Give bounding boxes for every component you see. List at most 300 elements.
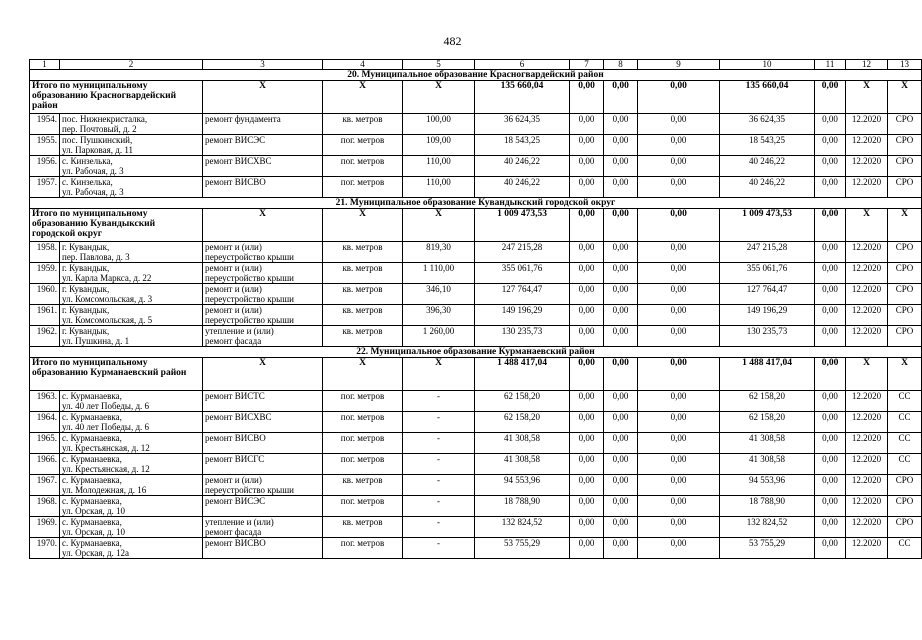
- row-unit: кв. метров: [323, 284, 403, 305]
- row-cell-c9: 0,00: [638, 433, 720, 454]
- row-funding-method: СС: [888, 412, 922, 433]
- row-cell-c7: 0,00: [570, 391, 604, 412]
- row-unit: пог. метров: [323, 496, 403, 517]
- row-cell-c7: 0,00: [570, 412, 604, 433]
- total-cell-c3: Х: [203, 358, 323, 391]
- total-cell-c7: 0,00: [570, 81, 604, 114]
- row-number: 1963.: [30, 391, 60, 412]
- total-cell-c10: 1 488 417,04: [720, 358, 815, 391]
- column-number: 7: [570, 60, 604, 70]
- row-cost-fund: 132 824,52: [720, 517, 815, 538]
- row-cell-c9: 0,00: [638, 242, 720, 263]
- table-row: [30, 135, 922, 156]
- row-funding-method: СРО: [888, 305, 922, 326]
- row-cell-c11: 0,00: [815, 284, 846, 305]
- row-cell-c7: 0,00: [570, 284, 604, 305]
- row-unit: пог. метров: [323, 433, 403, 454]
- table-row: [30, 326, 922, 347]
- row-cell-c8: 0,00: [604, 538, 638, 559]
- row-completion-date: 12.2020: [846, 114, 888, 135]
- total-cell-c12: Х: [846, 209, 888, 242]
- row-quantity: -: [403, 475, 475, 496]
- row-cost-total: 18 788,90: [475, 496, 570, 517]
- row-unit: пог. метров: [323, 156, 403, 177]
- column-number: 12: [846, 60, 888, 70]
- row-unit: кв. метров: [323, 114, 403, 135]
- row-cell-c11: 0,00: [815, 433, 846, 454]
- row-number: 1964.: [30, 412, 60, 433]
- row-funding-method: СС: [888, 433, 922, 454]
- row-address: с. Курманаевка, ул. 40 лет Победы, д. 6: [60, 412, 203, 433]
- row-cell-c11: 0,00: [815, 454, 846, 475]
- table-row: [30, 305, 922, 326]
- row-number: 1959.: [30, 263, 60, 284]
- row-cell-c7: 0,00: [570, 496, 604, 517]
- section-heading-row: [30, 198, 922, 209]
- row-address: г. Кувандык, ул. Карла Маркса, д. 22: [60, 263, 203, 284]
- row-cell-c11: 0,00: [815, 412, 846, 433]
- row-cell-c8: 0,00: [604, 177, 638, 198]
- row-cell-c8: 0,00: [604, 412, 638, 433]
- row-unit: пог. метров: [323, 538, 403, 559]
- row-number: 1962.: [30, 326, 60, 347]
- table-row: [30, 454, 922, 475]
- row-work-type: ремонт ВИСТС: [203, 391, 323, 412]
- row-cell-c11: 0,00: [815, 496, 846, 517]
- column-number: 10: [720, 60, 815, 70]
- row-cell-c11: 0,00: [815, 135, 846, 156]
- row-cell-c9: 0,00: [638, 284, 720, 305]
- total-cell-c6: 135 660,04: [475, 81, 570, 114]
- row-cell-c9: 0,00: [638, 135, 720, 156]
- row-completion-date: 12.2020: [846, 284, 888, 305]
- row-quantity: 396,30: [403, 305, 475, 326]
- row-work-type: ремонт ВИСХВС: [203, 412, 323, 433]
- row-cost-total: 127 764,47: [475, 284, 570, 305]
- row-cell-c7: 0,00: [570, 433, 604, 454]
- row-cost-total: 62 158,20: [475, 412, 570, 433]
- row-completion-date: 12.2020: [846, 517, 888, 538]
- row-quantity: 1 110,00: [403, 263, 475, 284]
- row-funding-method: СРО: [888, 114, 922, 135]
- total-cell-c13: Х: [888, 209, 922, 242]
- row-cell-c8: 0,00: [604, 433, 638, 454]
- row-cell-c11: 0,00: [815, 263, 846, 284]
- row-number: 1967.: [30, 475, 60, 496]
- row-cell-c7: 0,00: [570, 263, 604, 284]
- section-heading: 20. Муниципальное образование Красногвардейский район: [30, 70, 922, 81]
- row-cell-c8: 0,00: [604, 156, 638, 177]
- column-number: 1: [30, 60, 60, 70]
- row-completion-date: 12.2020: [846, 242, 888, 263]
- total-cell-c6: 1 009 473,53: [475, 209, 570, 242]
- total-cell-c4: Х: [323, 81, 403, 114]
- row-funding-method: СРО: [888, 284, 922, 305]
- column-number: 2: [60, 60, 203, 70]
- row-funding-method: СРО: [888, 475, 922, 496]
- row-cell-c7: 0,00: [570, 475, 604, 496]
- total-cell-c4: Х: [323, 209, 403, 242]
- row-number: 1957.: [30, 177, 60, 198]
- table-row: [30, 517, 922, 538]
- total-cell-c9: 0,00: [638, 81, 720, 114]
- row-number: 1961.: [30, 305, 60, 326]
- table-row: [30, 263, 922, 284]
- row-work-type: ремонт ВИСЭС: [203, 135, 323, 156]
- row-funding-method: СРО: [888, 156, 922, 177]
- row-cell-c11: 0,00: [815, 538, 846, 559]
- row-funding-method: СРО: [888, 135, 922, 156]
- table-row: [30, 433, 922, 454]
- column-number: 4: [323, 60, 403, 70]
- row-funding-method: СС: [888, 391, 922, 412]
- row-quantity: -: [403, 517, 475, 538]
- row-cost-total: 149 196,29: [475, 305, 570, 326]
- row-address: г. Кувандык, пер. Павлова, д. 3: [60, 242, 203, 263]
- column-number: 9: [638, 60, 720, 70]
- row-cost-fund: 41 308,58: [720, 454, 815, 475]
- column-number: 5: [403, 60, 475, 70]
- row-cost-fund: 247 215,28: [720, 242, 815, 263]
- row-cell-c8: 0,00: [604, 391, 638, 412]
- row-cost-fund: 18 788,90: [720, 496, 815, 517]
- section-total-row: [30, 358, 922, 391]
- row-cell-c11: 0,00: [815, 114, 846, 135]
- row-cell-c8: 0,00: [604, 284, 638, 305]
- row-unit: пог. метров: [323, 412, 403, 433]
- row-work-type: ремонт и (или) переустройство крыши: [203, 475, 323, 496]
- row-cost-total: 94 553,96: [475, 475, 570, 496]
- row-cell-c11: 0,00: [815, 156, 846, 177]
- row-work-type: ремонт ВИСГС: [203, 454, 323, 475]
- total-cell-c3: Х: [203, 81, 323, 114]
- row-cost-fund: 40 246,22: [720, 156, 815, 177]
- total-label: Итого по муниципальному образованию Курманаевский район: [30, 358, 203, 391]
- row-cell-c9: 0,00: [638, 305, 720, 326]
- row-completion-date: 12.2020: [846, 454, 888, 475]
- row-quantity: -: [403, 412, 475, 433]
- row-address: г. Кувандык, ул. Пушкина, д. 1: [60, 326, 203, 347]
- row-cost-fund: 36 624,35: [720, 114, 815, 135]
- row-unit: кв. метров: [323, 263, 403, 284]
- row-cell-c7: 0,00: [570, 177, 604, 198]
- row-cell-c8: 0,00: [604, 305, 638, 326]
- row-cost-total: 18 543,25: [475, 135, 570, 156]
- row-cost-fund: 149 196,29: [720, 305, 815, 326]
- row-quantity: -: [403, 391, 475, 412]
- total-label: Итого по муниципальному образованию Кувандыкский городской округ: [30, 209, 203, 242]
- row-work-type: утепление и (или) ремонт фасада: [203, 517, 323, 538]
- row-cost-fund: 62 158,20: [720, 412, 815, 433]
- total-cell-c11: 0,00: [815, 81, 846, 114]
- row-address: с. Курманаевка, ул. Крестьянская, д. 12: [60, 433, 203, 454]
- total-cell-c10: 1 009 473,53: [720, 209, 815, 242]
- row-cost-total: 62 158,20: [475, 391, 570, 412]
- column-number-row: [30, 60, 922, 70]
- row-cost-total: 36 624,35: [475, 114, 570, 135]
- total-cell-c9: 0,00: [638, 358, 720, 391]
- row-number: 1966.: [30, 454, 60, 475]
- row-cell-c7: 0,00: [570, 326, 604, 347]
- row-number: 1958.: [30, 242, 60, 263]
- table-row: [30, 496, 922, 517]
- row-cost-fund: 41 308,58: [720, 433, 815, 454]
- table-row: [30, 114, 922, 135]
- row-cell-c8: 0,00: [604, 263, 638, 284]
- row-address: с. Курманаевка, ул. Крестьянская, д. 12: [60, 454, 203, 475]
- section-heading-row: [30, 347, 922, 358]
- column-number: 11: [815, 60, 846, 70]
- row-address: пос. Пушкинский, ул. Парковая, д. 11: [60, 135, 203, 156]
- row-cell-c9: 0,00: [638, 114, 720, 135]
- row-quantity: -: [403, 454, 475, 475]
- total-cell-c5: Х: [403, 358, 475, 391]
- row-cell-c7: 0,00: [570, 156, 604, 177]
- row-cell-c8: 0,00: [604, 114, 638, 135]
- row-cell-c8: 0,00: [604, 326, 638, 347]
- row-cost-fund: 40 246,22: [720, 177, 815, 198]
- total-cell-c4: Х: [323, 358, 403, 391]
- row-quantity: 346,10: [403, 284, 475, 305]
- row-address: г. Кувандык, ул. Комсомольская, д. 5: [60, 305, 203, 326]
- row-cell-c8: 0,00: [604, 475, 638, 496]
- row-completion-date: 12.2020: [846, 433, 888, 454]
- row-unit: пог. метров: [323, 177, 403, 198]
- row-funding-method: СРО: [888, 326, 922, 347]
- row-completion-date: 12.2020: [846, 177, 888, 198]
- page-number: 482: [443, 34, 462, 48]
- row-work-type: ремонт ВИСВО: [203, 433, 323, 454]
- row-cell-c7: 0,00: [570, 305, 604, 326]
- row-address: пос. Нижнекристалка, пер. Почтовый, д. 2: [60, 114, 203, 135]
- row-number: 1954.: [30, 114, 60, 135]
- row-cell-c7: 0,00: [570, 538, 604, 559]
- row-cost-total: 53 755,29: [475, 538, 570, 559]
- row-cost-fund: 94 553,96: [720, 475, 815, 496]
- row-quantity: 109,00: [403, 135, 475, 156]
- row-unit: кв. метров: [323, 517, 403, 538]
- row-cell-c11: 0,00: [815, 177, 846, 198]
- row-cell-c7: 0,00: [570, 242, 604, 263]
- row-number: 1956.: [30, 156, 60, 177]
- row-cell-c9: 0,00: [638, 391, 720, 412]
- row-unit: пог. метров: [323, 135, 403, 156]
- row-cell-c9: 0,00: [638, 263, 720, 284]
- table-row: [30, 177, 922, 198]
- row-work-type: ремонт и (или) переустройство крыши: [203, 263, 323, 284]
- row-unit: кв. метров: [323, 326, 403, 347]
- row-cell-c11: 0,00: [815, 305, 846, 326]
- row-cell-c11: 0,00: [815, 326, 846, 347]
- total-cell-c5: Х: [403, 81, 475, 114]
- row-cell-c7: 0,00: [570, 135, 604, 156]
- row-number: 1955.: [30, 135, 60, 156]
- column-number: 8: [604, 60, 638, 70]
- table-row: [30, 391, 922, 412]
- row-cell-c9: 0,00: [638, 475, 720, 496]
- row-cell-c8: 0,00: [604, 517, 638, 538]
- row-completion-date: 12.2020: [846, 156, 888, 177]
- row-cost-total: 40 246,22: [475, 177, 570, 198]
- repair-schedule-table: [29, 59, 922, 559]
- row-cost-fund: 53 755,29: [720, 538, 815, 559]
- table-body: [30, 60, 922, 559]
- row-cell-c11: 0,00: [815, 475, 846, 496]
- row-work-type: ремонт ВИСЭС: [203, 496, 323, 517]
- row-cell-c9: 0,00: [638, 177, 720, 198]
- row-quantity: 819,30: [403, 242, 475, 263]
- column-number: 6: [475, 60, 570, 70]
- total-cell-c13: Х: [888, 81, 922, 114]
- row-completion-date: 12.2020: [846, 305, 888, 326]
- row-quantity: 110,00: [403, 177, 475, 198]
- section-heading-row: [30, 70, 922, 81]
- row-unit: пог. метров: [323, 454, 403, 475]
- total-cell-c9: 0,00: [638, 209, 720, 242]
- row-completion-date: 12.2020: [846, 412, 888, 433]
- row-cell-c9: 0,00: [638, 496, 720, 517]
- section-total-row: [30, 209, 922, 242]
- row-work-type: ремонт ВИСВО: [203, 177, 323, 198]
- row-unit: пог. метров: [323, 391, 403, 412]
- row-address: с. Курманаевка, ул. 40 лет Победы, д. 6: [60, 391, 203, 412]
- row-funding-method: СРО: [888, 177, 922, 198]
- row-work-type: ремонт фундамента: [203, 114, 323, 135]
- row-quantity: -: [403, 496, 475, 517]
- row-unit: кв. метров: [323, 305, 403, 326]
- row-completion-date: 12.2020: [846, 135, 888, 156]
- row-cost-fund: 130 235,73: [720, 326, 815, 347]
- total-cell-c8: 0,00: [604, 81, 638, 114]
- row-cell-c8: 0,00: [604, 496, 638, 517]
- row-cost-fund: 62 158,20: [720, 391, 815, 412]
- row-unit: кв. метров: [323, 242, 403, 263]
- row-cost-total: 41 308,58: [475, 454, 570, 475]
- row-funding-method: СС: [888, 538, 922, 559]
- row-cost-total: 41 308,58: [475, 433, 570, 454]
- row-address: с. Кинзелька, ул. Рабочая, д. 3: [60, 177, 203, 198]
- row-address: с. Курманаевка, ул. Орская, д. 12а: [60, 538, 203, 559]
- table-row: [30, 284, 922, 305]
- row-completion-date: 12.2020: [846, 263, 888, 284]
- row-cell-c7: 0,00: [570, 454, 604, 475]
- row-cell-c8: 0,00: [604, 454, 638, 475]
- row-cost-total: 40 246,22: [475, 156, 570, 177]
- section-heading: 22. Муниципальное образование Курманаевский район: [30, 347, 922, 358]
- row-cell-c9: 0,00: [638, 156, 720, 177]
- section-total-row: [30, 81, 922, 114]
- row-cell-c9: 0,00: [638, 454, 720, 475]
- row-funding-method: СРО: [888, 242, 922, 263]
- row-cell-c9: 0,00: [638, 326, 720, 347]
- total-cell-c11: 0,00: [815, 209, 846, 242]
- row-work-type: ремонт и (или) переустройство крыши: [203, 305, 323, 326]
- total-cell-c7: 0,00: [570, 358, 604, 391]
- total-cell-c8: 0,00: [604, 209, 638, 242]
- row-completion-date: 12.2020: [846, 326, 888, 347]
- table-row: [30, 242, 922, 263]
- row-cell-c8: 0,00: [604, 135, 638, 156]
- total-cell-c6: 1 488 417,04: [475, 358, 570, 391]
- row-cell-c9: 0,00: [638, 538, 720, 559]
- total-cell-c3: Х: [203, 209, 323, 242]
- row-cell-c9: 0,00: [638, 412, 720, 433]
- row-work-type: ремонт и (или) переустройство крыши: [203, 242, 323, 263]
- row-cell-c11: 0,00: [815, 391, 846, 412]
- total-label: Итого по муниципальному образованию Красногвардейский район: [30, 81, 203, 114]
- row-number: 1968.: [30, 496, 60, 517]
- row-funding-method: СС: [888, 454, 922, 475]
- column-number: 13: [888, 60, 922, 70]
- section-heading: 21. Муниципальное образование Кувандыкский городской округ: [30, 198, 922, 209]
- table-row: [30, 156, 922, 177]
- row-completion-date: 12.2020: [846, 496, 888, 517]
- row-cost-fund: 355 061,76: [720, 263, 815, 284]
- row-address: с. Кинзелька, ул. Рабочая, д. 3: [60, 156, 203, 177]
- row-quantity: 1 260,00: [403, 326, 475, 347]
- row-cost-fund: 127 764,47: [720, 284, 815, 305]
- row-cell-c9: 0,00: [638, 517, 720, 538]
- row-quantity: 110,00: [403, 156, 475, 177]
- row-cost-total: 355 061,76: [475, 263, 570, 284]
- row-quantity: -: [403, 433, 475, 454]
- row-quantity: -: [403, 538, 475, 559]
- row-number: 1965.: [30, 433, 60, 454]
- total-cell-c12: Х: [846, 81, 888, 114]
- row-address: с. Курманаевка, ул. Орская, д. 10: [60, 496, 203, 517]
- row-work-type: ремонт и (или) переустройство крыши: [203, 284, 323, 305]
- row-cost-total: 130 235,73: [475, 326, 570, 347]
- row-quantity: 100,00: [403, 114, 475, 135]
- total-cell-c7: 0,00: [570, 209, 604, 242]
- table-row: [30, 538, 922, 559]
- row-number: 1960.: [30, 284, 60, 305]
- row-funding-method: СРО: [888, 496, 922, 517]
- row-cost-fund: 18 543,25: [720, 135, 815, 156]
- row-completion-date: 12.2020: [846, 391, 888, 412]
- total-cell-c12: Х: [846, 358, 888, 391]
- row-work-type: ремонт ВИСХВС: [203, 156, 323, 177]
- row-address: с. Курманаевка, ул. Орская, д. 10: [60, 517, 203, 538]
- row-cell-c8: 0,00: [604, 242, 638, 263]
- row-cost-total: 247 215,28: [475, 242, 570, 263]
- total-cell-c13: Х: [888, 358, 922, 391]
- row-unit: кв. метров: [323, 475, 403, 496]
- total-cell-c11: 0,00: [815, 358, 846, 391]
- row-funding-method: СРО: [888, 517, 922, 538]
- row-number: 1969.: [30, 517, 60, 538]
- column-number: 3: [203, 60, 323, 70]
- row-completion-date: 12.2020: [846, 475, 888, 496]
- row-cell-c11: 0,00: [815, 517, 846, 538]
- table-row: [30, 412, 922, 433]
- row-number: 1970.: [30, 538, 60, 559]
- total-cell-c10: 135 660,04: [720, 81, 815, 114]
- total-cell-c5: Х: [403, 209, 475, 242]
- total-cell-c8: 0,00: [604, 358, 638, 391]
- row-completion-date: 12.2020: [846, 538, 888, 559]
- row-work-type: ремонт ВИСВО: [203, 538, 323, 559]
- row-funding-method: СРО: [888, 263, 922, 284]
- row-work-type: утепление и (или) ремонт фасада: [203, 326, 323, 347]
- row-cost-total: 132 824,52: [475, 517, 570, 538]
- row-address: г. Кувандык, ул. Комсомольская, д. 3: [60, 284, 203, 305]
- table-row: [30, 475, 922, 496]
- row-cell-c7: 0,00: [570, 114, 604, 135]
- row-address: с. Курманаевка, ул. Молодежная, д. 16: [60, 475, 203, 496]
- row-cell-c7: 0,00: [570, 517, 604, 538]
- row-cell-c11: 0,00: [815, 242, 846, 263]
